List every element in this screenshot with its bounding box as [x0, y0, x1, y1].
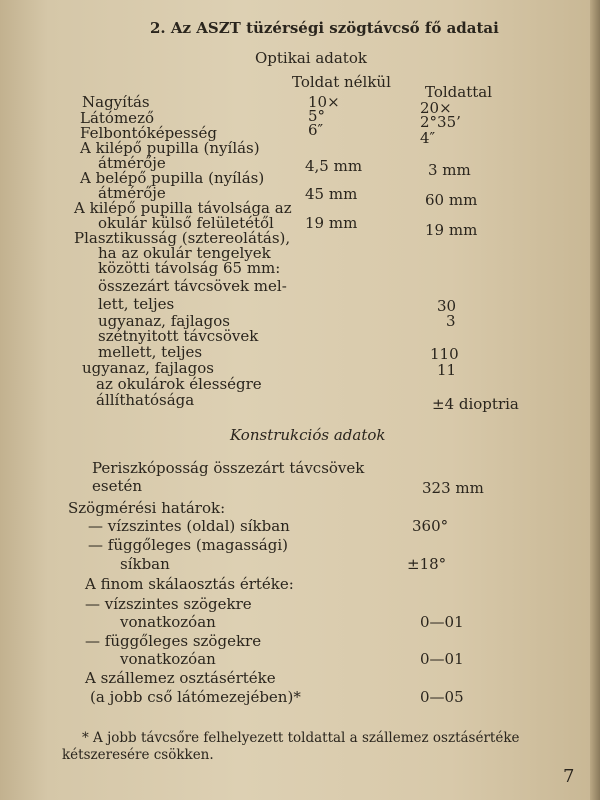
row-value-without: 45 mm — [305, 185, 358, 203]
row-value: 323 mm — [422, 479, 484, 497]
footnote-line-1: * A jobb távcsőre felhelyezett toldattal a szállemez osztásértéke — [82, 730, 520, 746]
row-value-with: ±4 dioptria — [432, 395, 519, 413]
row-label: A kilépő pupilla (nyílás) — [80, 139, 260, 157]
column-header-with-attachment: Toldattal — [425, 83, 493, 101]
row-value-with: 110 — [430, 345, 459, 363]
row-label: Felbontóképesség — [80, 124, 217, 142]
page-title: 2. Az ASZT tüzérségi szögtávcső fő adatai — [150, 19, 499, 37]
row-label: vonatkozóan — [120, 613, 216, 631]
row-label: mellett, teljes — [98, 343, 203, 361]
row-value-with: 19 mm — [425, 221, 478, 239]
optical-data-heading: Optikai adatok — [255, 49, 367, 67]
row-label: ugyanaz, fajlagos — [98, 312, 230, 330]
row-value-with: 60 mm — [425, 191, 478, 209]
row-value-with: 4″ — [420, 129, 436, 147]
row-label: — vízszintes szögekre — [85, 595, 252, 613]
row-value: 0—05 — [420, 688, 464, 706]
row-value-without: 4,5 mm — [305, 157, 363, 175]
row-value-with: 2°35’ — [420, 113, 461, 131]
row-label: Plasztikusság (sztereolátás), — [74, 229, 291, 247]
row-value-with: 11 — [437, 361, 457, 379]
row-label: vonatkozóan — [120, 650, 216, 668]
row-label: esetén — [92, 477, 143, 495]
row-label: Látómező — [80, 109, 154, 127]
row-label: — függőleges szögekre — [85, 632, 262, 650]
row-value: 0—01 — [420, 613, 464, 631]
row-label: A finom skálaosztás értéke: — [85, 575, 294, 593]
row-value: 0—01 — [420, 650, 464, 668]
column-header-without-attachment: Toldat nélkül — [292, 73, 391, 91]
row-label: A belépő pupilla (nyílás) — [80, 169, 265, 187]
row-value-without: 19 mm — [305, 214, 358, 232]
row-label: összezárt távcsövek mel- — [98, 277, 287, 295]
footnote-line-2: kétszeresére csökken. — [62, 747, 214, 763]
row-label: okulár külső felületétől — [98, 214, 274, 232]
page-edge — [590, 0, 600, 800]
row-value-with: 30 — [437, 297, 457, 315]
row-label: — vízszintes (oldal) síkban — [88, 517, 290, 535]
row-label: — függőleges (magassági) — [88, 536, 288, 554]
page-number: 7 — [563, 766, 575, 787]
row-label: Periszkóposság összezárt távcsövek — [92, 459, 365, 477]
row-label: állíthatósága — [96, 391, 195, 409]
row-label: A kilépő pupilla távolsága az — [74, 199, 292, 217]
row-value-with: 3 — [446, 312, 456, 330]
row-value-with: 3 mm — [428, 161, 471, 179]
row-value-with: 20× — [420, 99, 452, 117]
row-label: átmérője — [98, 154, 166, 172]
row-label: közötti távolság 65 mm: — [98, 259, 281, 277]
row-value: ±18° — [407, 555, 447, 573]
row-label: Szögmérési határok: — [68, 499, 226, 517]
row-label: (a jobb cső látómezejében)* — [90, 688, 301, 706]
row-value-without: 6″ — [308, 121, 324, 139]
row-value-without: 5° — [308, 107, 326, 125]
construction-data-heading: Konstrukciós adatok — [230, 426, 386, 444]
row-value-without: 10× — [308, 93, 340, 111]
row-label: ha az okulár tengelyek — [98, 244, 271, 262]
row-label: az okulárok élességre — [96, 375, 262, 393]
row-value: 360° — [412, 517, 449, 535]
row-label: ugyanaz, fajlagos — [82, 359, 214, 377]
row-label: szétnyitott távcsövek — [98, 327, 259, 345]
row-label: síkban — [120, 555, 170, 573]
row-label: lett, teljes — [98, 295, 175, 313]
row-label: átmérője — [98, 184, 166, 202]
row-label: A szállemez osztásértéke — [85, 669, 276, 687]
row-label: Nagyítás — [82, 93, 150, 111]
